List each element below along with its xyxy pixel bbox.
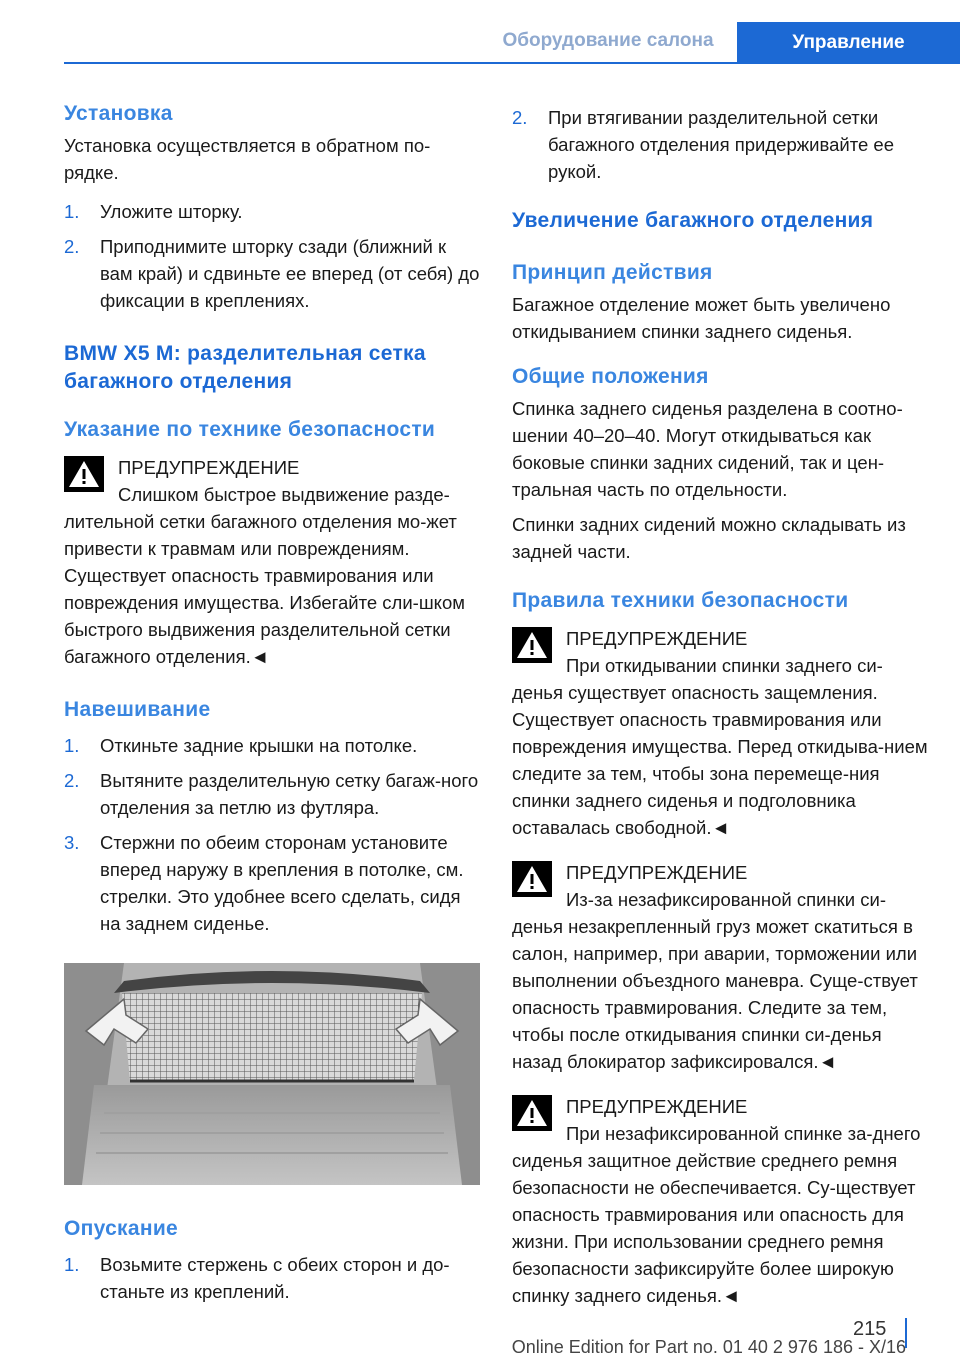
warning-triangle-icon: [512, 1095, 552, 1131]
warning-block: [512, 1093, 930, 1309]
list-item: 1. Уложите шторку.: [64, 201, 243, 222]
install-text: Установка осуществляется в обратном по-рядке.: [64, 135, 431, 183]
net-heading: BMW X5 M: разделительная сетка багажного отделения: [64, 342, 426, 393]
warning-block: [512, 859, 930, 1075]
general-text-2: Спинки задних сидений можно складывать из задней части.: [512, 514, 906, 562]
list-item: 3. Стержни по обеим сторонам установите вперед наружу в крепления в потолке, см. стрелки. Это удобнее всего сделать, сидя на заднем сиденье.: [64, 832, 464, 934]
warning-title: ПРЕДУПРЕЖДЕНИЕ: [566, 628, 748, 649]
warning-triangle-icon: [64, 456, 104, 492]
warning-text: Из-за незафиксированной спинки си-денья незакрепленный груз может скатиться в салон, например, при аварии, торможении или выполнении объездного маневра. Суще-ствует опасность травмирования. Следите за тем, чтобы после откидывания спинки си-денья назад блокиратор зафиксировался.◄: [512, 889, 918, 1072]
safety-heading: Указание по технике безопасности: [64, 418, 436, 441]
warning-block: [64, 454, 482, 670]
general-heading: Общие положения: [512, 365, 709, 388]
lower-steps-continued: [512, 104, 930, 185]
list-item: 2. Приподнимите шторку сзади (ближний к вам край) и сдвиньте ее вперед (от себя) до фиксации в креплениях.: [64, 236, 480, 311]
rules-heading: Правила техники безопасности: [512, 589, 849, 612]
principle-heading: Принцип действия: [512, 261, 713, 284]
edition-footer: Online Edition for Part no. 01 40 2 976 186 - X/16: [511, 1337, 906, 1357]
warning-text: При незафиксированной спинке за-днего сиденья защитное действие среднего ремня безопасности не обеспечивается. Су-ществует опасность травмирования или опасность для жизни. При использовании среднего ремня безопасности зафиксируйте более широкую спинку заднего сиденья.◄: [512, 1123, 921, 1306]
right-column: [512, 100, 930, 1309]
warning-block: [512, 625, 930, 841]
cargo-net-illustration: [64, 963, 480, 1185]
install-heading: Установка: [64, 102, 173, 125]
hang-steps: [64, 732, 482, 937]
list-item: 2. При втягивании разделительной сетки багажного отделения придерживайте ее рукой.: [512, 107, 894, 182]
list-item: 2. Вытяните разделительную сетку багаж-ного отделения за петлю из футляра.: [64, 770, 479, 818]
hang-heading: Навешивание: [64, 698, 211, 721]
list-item: 1. Возьмите стержень с обеих сторон и до-станьте из креплений.: [64, 1254, 450, 1302]
warning-title: ПРЕДУПРЕЖДЕНИЕ: [566, 1096, 748, 1117]
warning-text: Слишком быстрое выдвижение разде-лительной сетки багажного отделения мо-жет привести к травмам или повреждениям. Существует опасность травмирования или повреждения имущества. Избегайте сли-шком быстрого выдвижения разделительной сетки багажного отделения.◄: [64, 484, 465, 667]
list-item: 1. Откиньте задние крышки на потолке.: [64, 735, 418, 756]
lower-heading: Опускание: [64, 1217, 179, 1240]
left-column: [64, 100, 482, 1305]
running-header-chapter: Управление: [737, 22, 960, 64]
install-steps: [64, 198, 482, 314]
warning-text: При откидывании спинки заднего си-денья существует опасность защемления. Существует опасность травмирования или повреждения имущества. Перед откидыва-нием следите за тем, чтобы зона перемеще-ния спинки заднего сиденья и подголовника оставалась свободной.◄: [512, 655, 928, 838]
general-text-1: Спинка заднего сиденья разделена в соотно-шении 40–20–40. Могут откидываться как боковые спинки задних сидений, так и цен-тральная часть по отдельности.: [512, 398, 903, 500]
header-rule: [64, 62, 960, 64]
page-number: 215: [853, 1318, 887, 1340]
enlarge-heading: Увеличение багажного отделения: [512, 209, 874, 232]
warning-title: ПРЕДУПРЕЖДЕНИЕ: [566, 862, 748, 883]
running-header-section: Оборудование салона: [502, 30, 714, 51]
warning-title: ПРЕДУПРЕЖДЕНИЕ: [118, 457, 300, 478]
warning-triangle-icon: [512, 627, 552, 663]
warning-triangle-icon: [512, 861, 552, 897]
principle-text: Багажное отделение может быть увеличено откидыванием спинки заднего сиденья.: [512, 294, 891, 342]
lower-steps: [64, 1251, 482, 1305]
